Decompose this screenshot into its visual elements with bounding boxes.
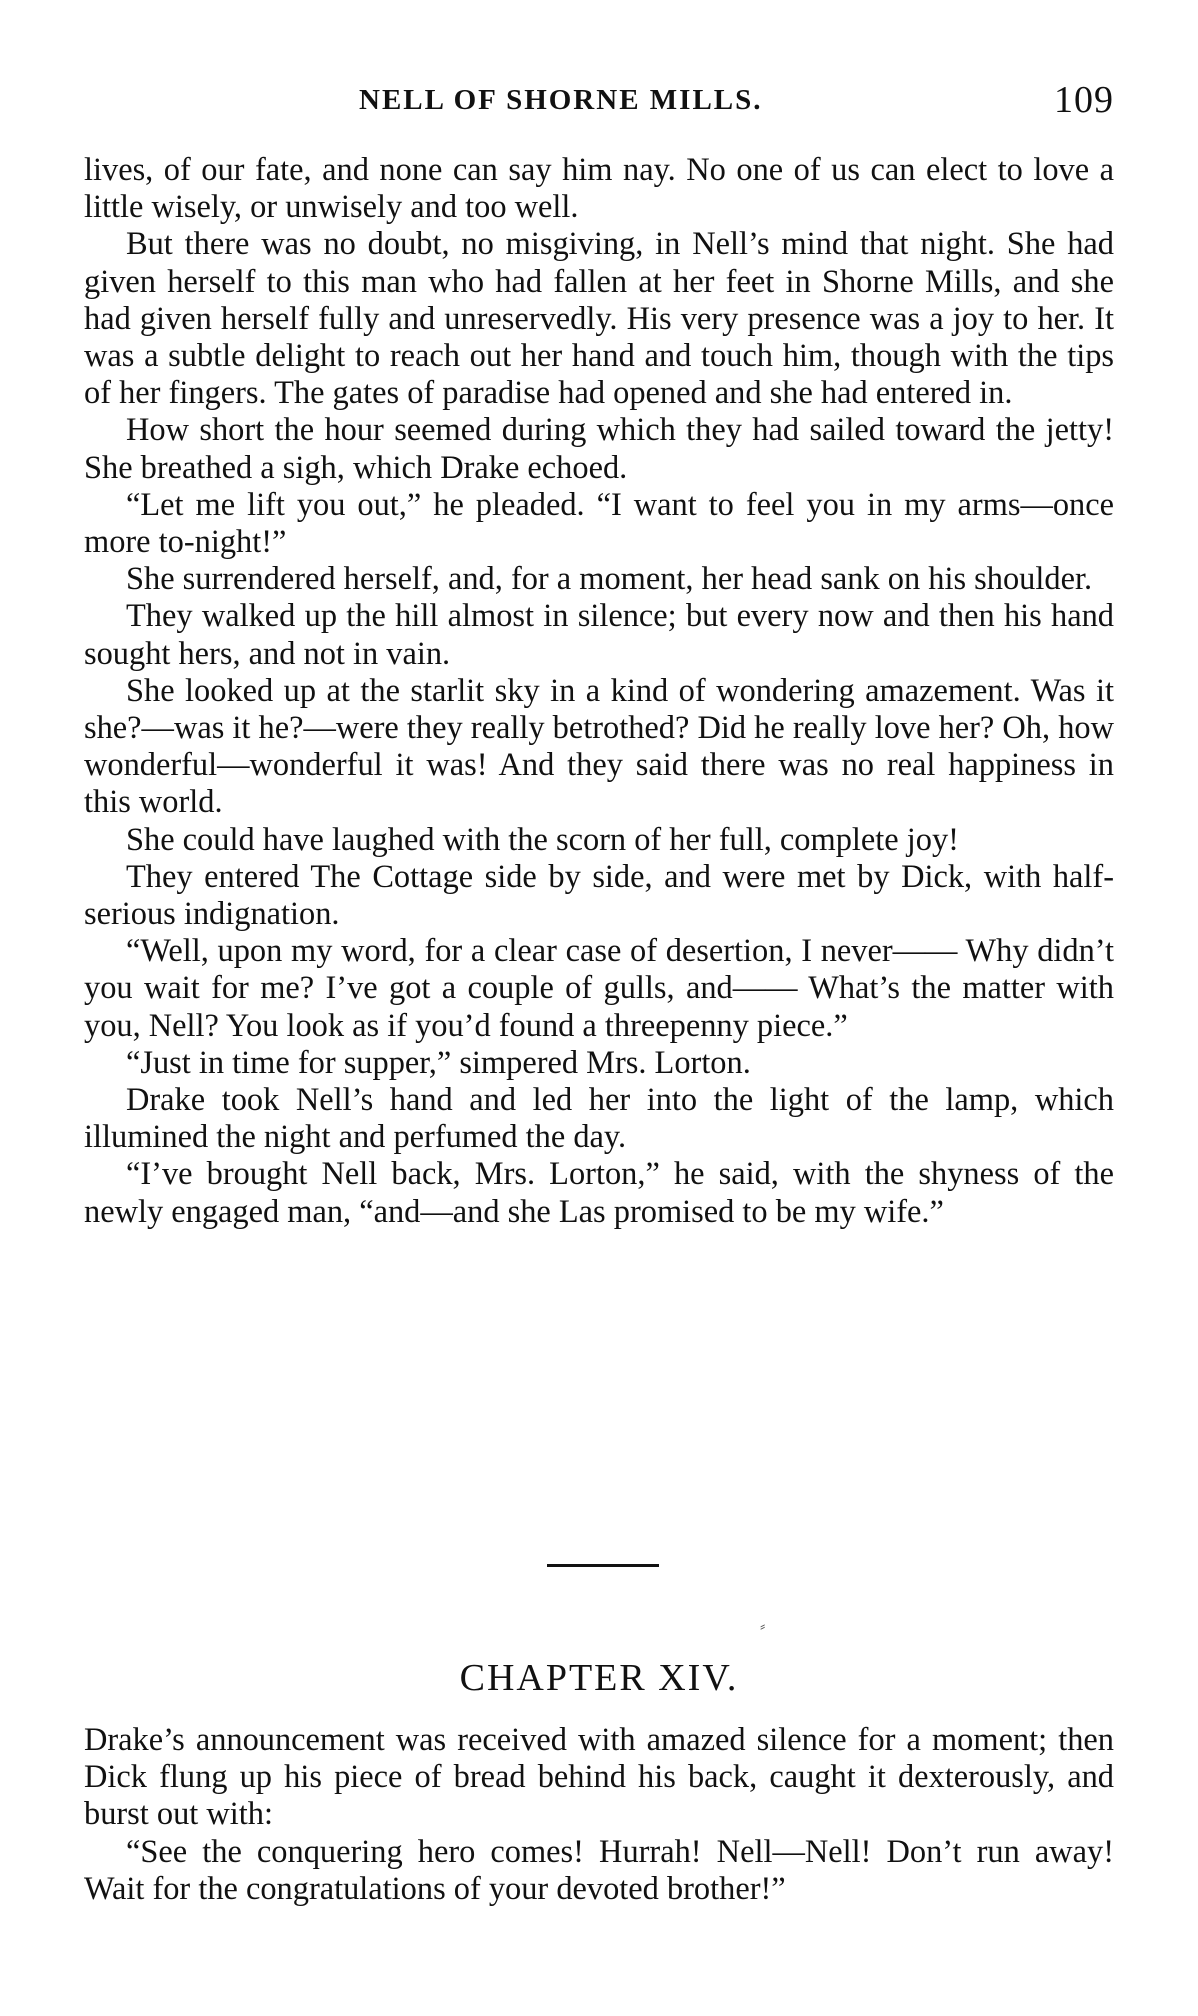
paragraph: “Well, upon my word, for a clear case of desertion, I never—— Why didn’t you wait for me? I’ve got a couple of gulls, and—— What’s the matter with you, Nell? You look as if you’d found a threepenny piece.” bbox=[84, 933, 1114, 1044]
paragraph: She surrendered herself, and, for a moment, her head sank on his shoulder. bbox=[126, 561, 1093, 598]
paragraph: “Let me lift you out,” he pleaded. “I want to feel you in my arms—once more to-night!” bbox=[84, 486, 1114, 561]
paragraph: They entered The Cottage side by side, and were met by Dick, with half-serious indignation. bbox=[84, 858, 1114, 933]
chapter-title: CHAPTER XIV. bbox=[459, 1657, 739, 1699]
chapter-text bbox=[84, 1722, 1114, 1908]
paragraph: Drake took Nell’s hand and led her into the light of the lamp, which illumined the night and perfumed the day. bbox=[84, 1082, 1114, 1156]
paragraph: Drake’s announcement was received with amazed silence for a moment; then Dick flung up his piece of bread behind his back, caught it dexterously, and burst out with: bbox=[84, 1722, 1114, 1833]
paragraph: lives, of our fate, and none can say him nay. No one of us can elect to love a little wisely, or unwisely and too well. bbox=[84, 152, 1114, 226]
paragraph: “I’ve brought Nell back, Mrs. Lorton,” he said, with the shyness of the newly engaged man, “and—and she Las promised to be my wife.” bbox=[84, 1156, 1114, 1230]
paragraph: But there was no doubt, no misgiving, in Nell’s mind that night. She had given herself to this man who had fallen at her feet in Shorne Mills, and she had given herself fully and unreservedly. His very presence was a joy to her. It was a subtle delight to reach out her hand and touch him, though with the tips of her fingers. The gates of paradise had opened and she had entered in. bbox=[84, 226, 1114, 412]
ink-mark: ⸗ bbox=[760, 1618, 766, 1635]
paragraph: She could have laughed with the scorn of her full, complete joy! bbox=[126, 821, 959, 858]
paragraph: She looked up at the starlit sky in a kind of wondering amazement. Was it she?—was it he?—were they really betrothed? Did he really love her? Oh, how wonderful—wonderful it was! And they said there was no real happiness in this world. bbox=[84, 672, 1114, 821]
section-divider bbox=[547, 1564, 659, 1567]
running-head: NELL OF SHORNE MILLS. bbox=[359, 84, 763, 116]
page-header bbox=[84, 79, 1114, 136]
paragraph: How short the hour seemed during which they had sailed toward the jetty! She breathed a sigh, which Drake echoed. bbox=[84, 412, 1114, 486]
paragraph: “Just in time for supper,” simpered Mrs. Lorton. bbox=[126, 1044, 751, 1081]
page-number: 109 bbox=[1054, 79, 1114, 121]
paragraph: They walked up the hill almost in silence; but every now and then his hand sought hers, and not in vain. bbox=[84, 598, 1114, 672]
paragraph: “See the conquering hero comes! Hurrah! Nell—Nell! Don’t run away! Wait for the congratulations of your devoted brother!” bbox=[84, 1833, 1114, 1907]
body-text bbox=[84, 152, 1114, 1231]
